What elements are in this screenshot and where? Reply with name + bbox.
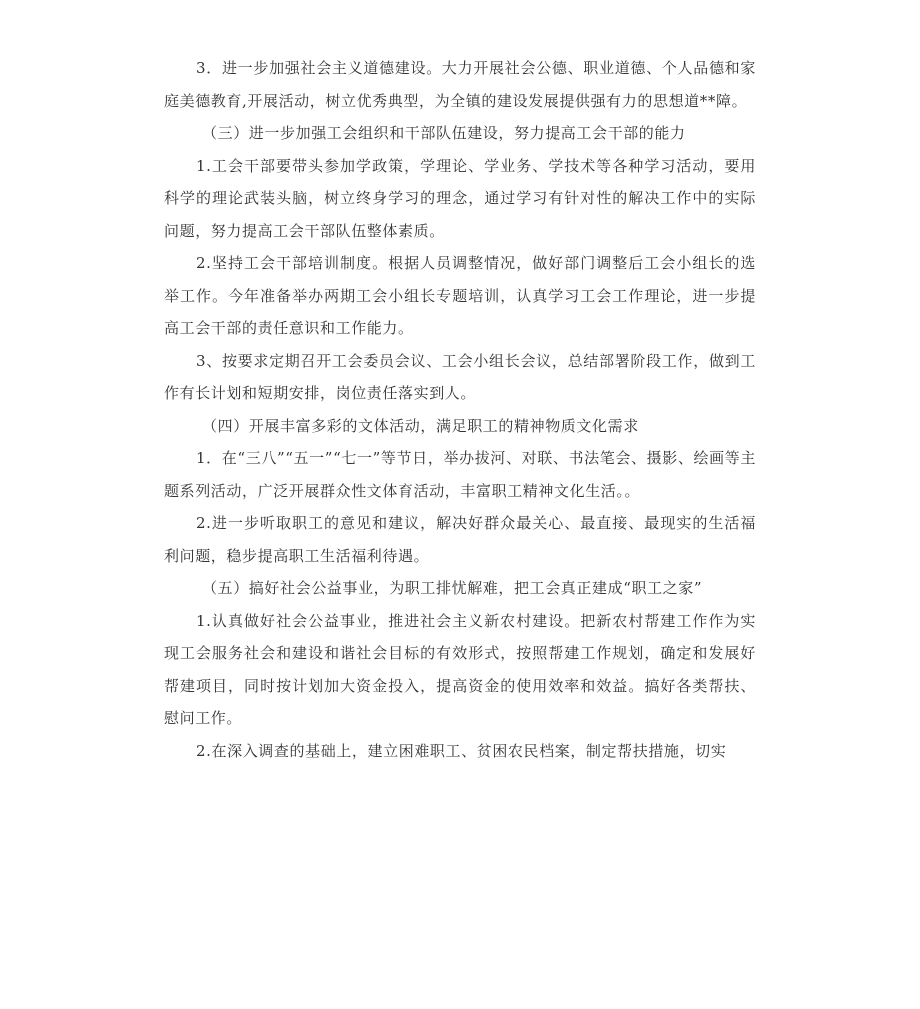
paragraph-cadre-study: 1.工会干部要带头参加学政策，学理论、学业务、学技术等各种学习活动，要用科学的理论武装头脑，树立终身学习的理念，通过学习有针对性的解决工作中的实际问题，努力提高工会干部队伍整体素质。 [164,156,756,240]
section-heading-three: （三）进一步加强工会组织和干部队伍建设，努力提高工会干部的能力 [202,124,686,142]
section-heading-five: （五）搞好社会公益事业，为职工排忧解难，把工会真正建成“职工之家” [202,579,703,597]
paragraph-meetings: 3、按要求定期召开工会委员会议、工会小组长会议，总结部署阶段工作，做到工作有长计划和短期安排，岗位责任落实到人。 [164,351,756,402]
section-heading-four: （四）开展丰富多彩的文体活动，满足职工的精神物质文化需求 [202,416,639,435]
paragraph-public-welfare: 1.认真做好社会公益事业，推进社会主义新农村建设。把新农村帮建工作作为实现工会服务社会和建设和谐社会目标的有效形式，按照帮建工作规划，确定和发展好帮建项目，同时按计划加大资金投入，提高资金的使用效率和效益。搞好各类帮扶、慰问工作。 [164,611,756,727]
document-body [164,52,756,767]
paragraph-cadre-training: 2.坚持工会干部培训制度。根据人员调整情况，做好部门调整后工会小组长的选举工作。今年准备举办两期工会小组长专题培训，认真学习工会工作理论，进一步提高工会干部的责任意识和工作能力。 [164,254,756,337]
paragraph-festival-activities: 1．在“三八”“五一”“七一”等节日，举办拔河、对联、书法笔会、摄影、绘画等主题系列活动，广泛开展群众性文体育活动，丰富职工精神文化生活。。 [164,449,756,500]
paragraph-poverty-files: 2.在深入调查的基础上，建立困难职工、贫困农民档案，制定帮扶措施，切实 [196,741,727,760]
paragraph-welfare: 2.进一步听取职工的意见和建议，解决好群众最关心、最直接、最现实的生活福利问题，稳步提高职工生活福利待遇。 [164,514,756,565]
paragraph-moral-construction: 3．进一步加强社会主义道德建设。大力开展社会公德、职业道德、个人品德和家庭美德教育,开展活动，树立优秀典型，为全镇的建设发展提供强有力的思想道**障。 [164,59,756,110]
